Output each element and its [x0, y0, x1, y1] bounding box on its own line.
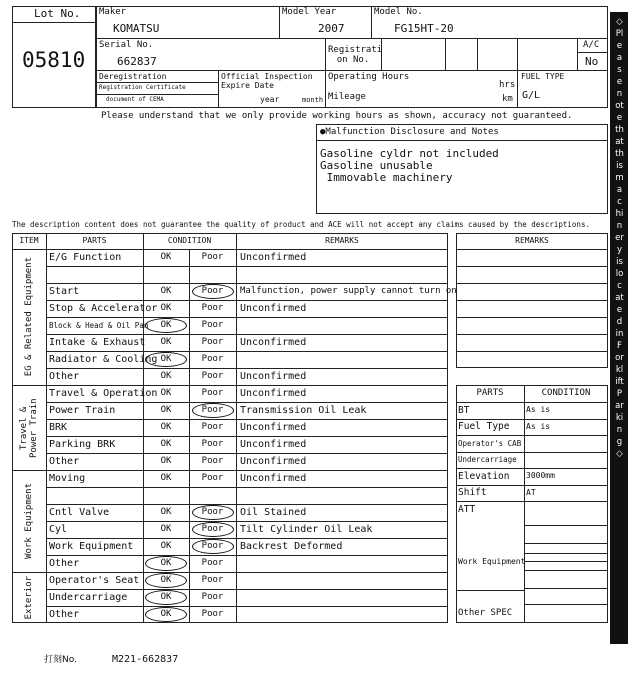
spec-part: Shift: [458, 487, 487, 498]
remark-text: Backrest Deformed: [240, 540, 343, 552]
remark-text: Unconfirmed: [240, 421, 307, 433]
poor-option[interactable]: Poor: [201, 507, 224, 517]
header-item: ITEM: [19, 236, 39, 245]
poor-option[interactable]: Poor: [201, 541, 224, 551]
part-label: Travel & Operation: [49, 387, 158, 399]
spec-value: AT: [526, 487, 536, 497]
poor-option[interactable]: Poor: [201, 558, 224, 568]
poor-selected-circle: [192, 522, 234, 537]
poor-selected-circle: [192, 403, 234, 418]
cema-label: document of CEMA: [106, 96, 164, 103]
poor-option[interactable]: Poor: [201, 592, 224, 602]
poor-selected-circle: [192, 505, 234, 520]
part-label: Other: [49, 370, 80, 382]
ok-option[interactable]: OK: [160, 575, 172, 585]
model-year-value: 2007: [318, 22, 345, 35]
part-label: [49, 266, 142, 283]
ok-selected-circle: [145, 556, 187, 571]
spec-value: [526, 452, 607, 469]
maker-label: Maker: [99, 7, 127, 17]
ok-selected-circle: [145, 352, 187, 367]
remark-text: Transmission Oil Leak: [240, 404, 367, 416]
ok-option[interactable]: OK: [160, 592, 172, 602]
group-label-travel: Travel & Power Train: [19, 397, 39, 458]
poor-option[interactable]: Poor: [201, 286, 224, 296]
poor-selected-circle: [192, 284, 234, 299]
model-no-value: FG15HT-20: [394, 22, 454, 35]
remark-text: Unconfirmed: [240, 302, 307, 314]
stamp-value: M221-662837: [112, 654, 179, 665]
spec-value: As is: [526, 405, 551, 415]
lot-number: 05810: [22, 48, 86, 72]
working-hours-notice: Please understand that we only provide working hours as shown, accuracy not guaranteed.: [101, 111, 573, 121]
group-exterior: [12, 572, 46, 623]
ok-option[interactable]: OK: [160, 320, 172, 330]
serial-label: Serial No.: [99, 40, 154, 50]
remark-text: Unconfirmed: [240, 336, 307, 348]
month-label: month: [302, 96, 324, 104]
spec-value: [526, 435, 607, 452]
poor-option[interactable]: Poor: [201, 405, 224, 415]
side-notice-strip: [610, 12, 628, 644]
fuel-type-value: G/L: [522, 90, 541, 101]
ok-selected-circle: [145, 318, 187, 333]
part-label: Radiator & Cooling: [49, 353, 158, 365]
year-label: year: [260, 95, 280, 104]
group-work: [12, 470, 46, 572]
poor-option[interactable]: Poor: [201, 456, 224, 466]
part-label: Power Train: [49, 404, 116, 416]
poor-option[interactable]: Poor: [201, 252, 224, 262]
spec-part: Elevation: [458, 470, 510, 482]
part-label: Moving: [49, 472, 86, 484]
spec-value: [526, 501, 607, 518]
ok-selected-circle: [145, 607, 187, 622]
ok-option[interactable]: OK: [160, 507, 172, 517]
ok-option[interactable]: OK: [160, 541, 172, 551]
remark-text: [240, 487, 446, 504]
group-label-work: Work Equipment: [23, 483, 34, 559]
serial-value: 662837: [117, 55, 157, 68]
poor-option[interactable]: Poor: [201, 473, 224, 483]
ac-label: A/C: [583, 40, 600, 50]
work-equipment-label: Work Equipment: [458, 556, 526, 566]
remark-text: [240, 317, 446, 334]
remark-text: Unconfirmed: [240, 251, 307, 263]
part-label: BRK: [49, 421, 68, 433]
remark-text: Oil Stained: [240, 506, 307, 518]
spec-part: Undercarriage: [458, 455, 517, 464]
poor-option[interactable]: Poor: [201, 320, 224, 330]
inspection-label: Official Inspection Expire Date: [221, 72, 313, 91]
poor-option[interactable]: Poor: [201, 354, 224, 364]
part-label: Cntl Valve: [49, 506, 110, 518]
ok-option[interactable]: OK: [160, 609, 172, 619]
ok-option[interactable]: OK: [160, 337, 172, 347]
remark-text: Tilt Cylinder Oil Leak: [240, 523, 373, 535]
ok-option[interactable]: OK: [160, 439, 172, 449]
ok-option[interactable]: OK: [160, 456, 172, 466]
part-label: Parking BRK: [49, 438, 116, 450]
poor-option[interactable]: Poor: [201, 388, 224, 398]
part-label: E/G Function: [49, 251, 122, 263]
registration-label: Registrati on No.: [328, 45, 383, 66]
ok-selected-circle: [145, 590, 187, 605]
remarks-header: REMARKS: [515, 236, 549, 245]
part-label: Intake & Exhaust: [49, 336, 146, 348]
part-label: Start: [49, 285, 80, 297]
remark-text: [240, 589, 446, 606]
spec-part: ATT: [458, 503, 476, 515]
poor-option[interactable]: Poor: [201, 337, 224, 347]
remark-text: Unconfirmed: [240, 472, 307, 484]
spec-part: Fuel Type: [458, 421, 510, 432]
lot-label: Lot No.: [34, 7, 81, 20]
fuel-type-label: FUEL TYPE: [521, 72, 565, 81]
poor-option[interactable]: Poor: [201, 439, 224, 449]
hours-label: Operating Hours: [328, 72, 410, 82]
ok-option[interactable]: OK: [160, 422, 172, 432]
ok-option[interactable]: OK: [160, 371, 172, 381]
group-label-exterior: Exterior: [23, 575, 34, 620]
spec-value: As is: [526, 421, 551, 431]
part-label: [49, 487, 142, 504]
poor-option[interactable]: Poor: [201, 371, 224, 381]
part-label: Stop & Accelerator: [49, 302, 158, 314]
ok-option[interactable]: OK: [160, 252, 172, 262]
ok-option[interactable]: OK: [160, 558, 172, 568]
spec-part: Operator's CAB: [458, 438, 522, 448]
malfunction-title: ●Malfunction Disclosure and Notes: [320, 127, 499, 137]
remark-text: Malfunction, power supply cannot turn on: [240, 286, 457, 296]
remark-text: [240, 266, 446, 283]
poor-option[interactable]: Poor: [201, 575, 224, 585]
condition-header: CONDITION: [541, 388, 591, 398]
ok-option[interactable]: OK: [160, 524, 172, 534]
km-unit: km: [502, 94, 513, 104]
parts-header: PARTS: [476, 388, 504, 398]
part-label: Other: [49, 455, 80, 467]
part-label: Work Equipment: [49, 540, 134, 552]
part-label: Block & Head & Oil Pan: [49, 320, 149, 330]
ok-option[interactable]: OK: [160, 405, 172, 415]
malfunction-line: Immovable machinery: [320, 171, 453, 184]
part-label: Other: [49, 557, 80, 569]
poor-option[interactable]: Poor: [201, 524, 224, 534]
stamp-label: 打刻No.: [44, 655, 77, 665]
poor-selected-circle: [192, 539, 234, 554]
poor-option[interactable]: Poor: [201, 609, 224, 619]
ac-value: No: [585, 55, 599, 68]
disclaimer: The description content does not guarantee the quality of product and ACE will not accept any claims caused by the descriptions.: [12, 220, 590, 229]
ok-selected-circle: [145, 573, 187, 588]
part-label: Other: [49, 608, 80, 620]
malfunction-line: Gasoline unusable: [320, 159, 433, 172]
ok-option[interactable]: OK: [160, 388, 172, 398]
maker-value: KOMATSU: [113, 22, 160, 35]
remark-text: [240, 572, 446, 589]
ok-option[interactable]: OK: [160, 473, 172, 483]
header-condition: CONDITION: [167, 236, 212, 245]
spec-part: BT: [458, 404, 470, 416]
side-notice-text: ◇ Please note that this machinery is located in Forklift Parking ◇: [615, 17, 624, 459]
deregistration-label: Deregistration: [99, 72, 167, 81]
remark-text: [240, 606, 446, 623]
model-no-label: Model No.: [374, 7, 423, 17]
poor-option[interactable]: Poor: [201, 303, 224, 313]
reg-cert-label: Registration Certificate: [99, 84, 186, 91]
remark-text: Unconfirmed: [240, 387, 307, 399]
group-travel: [12, 385, 46, 470]
poor-option[interactable]: Poor: [201, 422, 224, 432]
group-eg: [12, 249, 46, 385]
malfunction-line: Gasoline cyldr not included: [320, 147, 499, 160]
remark-text: [240, 351, 446, 368]
part-label: Undercarriage: [49, 591, 128, 603]
other-spec-label: Other SPEC: [458, 608, 513, 618]
remark-text: Unconfirmed: [240, 370, 307, 382]
ok-option[interactable]: OK: [160, 354, 172, 364]
part-label: Cyl: [49, 523, 68, 535]
spec-value: 3000mm: [526, 471, 555, 481]
header-parts: PARTS: [82, 236, 107, 245]
hrs-unit: hrs: [499, 80, 516, 90]
ok-option[interactable]: OK: [160, 303, 172, 313]
remark-text: [240, 555, 446, 572]
part-label: Operator's Seat: [49, 574, 140, 586]
header-remarks: REMARKS: [325, 236, 359, 245]
remark-text: Unconfirmed: [240, 455, 307, 467]
group-label-eg: EG & Related Equipment: [23, 257, 34, 377]
mileage-label: Mileage: [328, 92, 366, 102]
model-year-label: Model Year: [282, 7, 337, 17]
remark-text: Unconfirmed: [240, 438, 307, 450]
ok-option[interactable]: OK: [160, 286, 172, 296]
